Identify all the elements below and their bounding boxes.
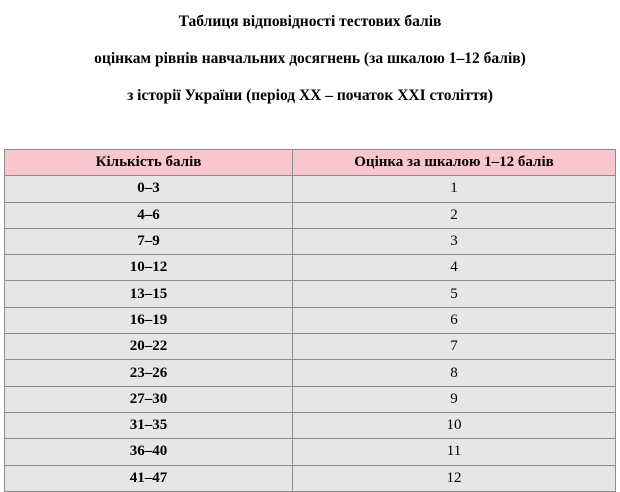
table-row	[5, 439, 616, 465]
table-row	[5, 412, 616, 438]
score-conversion-table	[4, 149, 616, 492]
grade-cell: 12	[293, 465, 616, 491]
points-cell: 23–26	[5, 360, 293, 386]
points-cell: 27–30	[5, 386, 293, 412]
points-cell: 36–40	[5, 439, 293, 465]
table-header-row	[5, 150, 616, 176]
grade-cell: 5	[293, 281, 616, 307]
points-cell: 10–12	[5, 255, 293, 281]
points-cell: 16–19	[5, 307, 293, 333]
points-cell: 13–15	[5, 281, 293, 307]
grade-cell: 10	[293, 412, 616, 438]
grade-cell: 3	[293, 228, 616, 254]
table-row	[5, 281, 616, 307]
table-row	[5, 202, 616, 228]
grade-cell: 8	[293, 360, 616, 386]
table-row	[5, 255, 616, 281]
header-points: Кількість балів	[5, 150, 293, 176]
points-cell: 7–9	[5, 228, 293, 254]
grade-cell: 4	[293, 255, 616, 281]
table-row	[5, 465, 616, 491]
title-line-3: з історії України (період ХХ – початок ХХІ століття)	[127, 87, 493, 104]
table-row	[5, 360, 616, 386]
points-cell: 31–35	[5, 412, 293, 438]
grade-cell: 9	[293, 386, 616, 412]
points-cell: 20–22	[5, 334, 293, 360]
points-cell: 0–3	[5, 176, 293, 202]
title-line-1: Таблиця відповідності тестових балів	[178, 13, 442, 30]
header-grade: Оцінка за шкалою 1–12 балів	[293, 150, 616, 176]
points-cell: 41–47	[5, 465, 293, 491]
table-row	[5, 307, 616, 333]
points-cell: 4–6	[5, 202, 293, 228]
table-row	[5, 228, 616, 254]
table-row	[5, 386, 616, 412]
grade-cell: 2	[293, 202, 616, 228]
title-line-2: оцінкам рівнів навчальних досягнень (за шкалою 1–12 балів)	[94, 50, 526, 67]
grade-cell: 1	[293, 176, 616, 202]
document-title	[0, 3, 620, 114]
table-row	[5, 334, 616, 360]
table-row	[5, 176, 616, 202]
grade-cell: 6	[293, 307, 616, 333]
grade-cell: 11	[293, 439, 616, 465]
grade-cell: 7	[293, 334, 616, 360]
